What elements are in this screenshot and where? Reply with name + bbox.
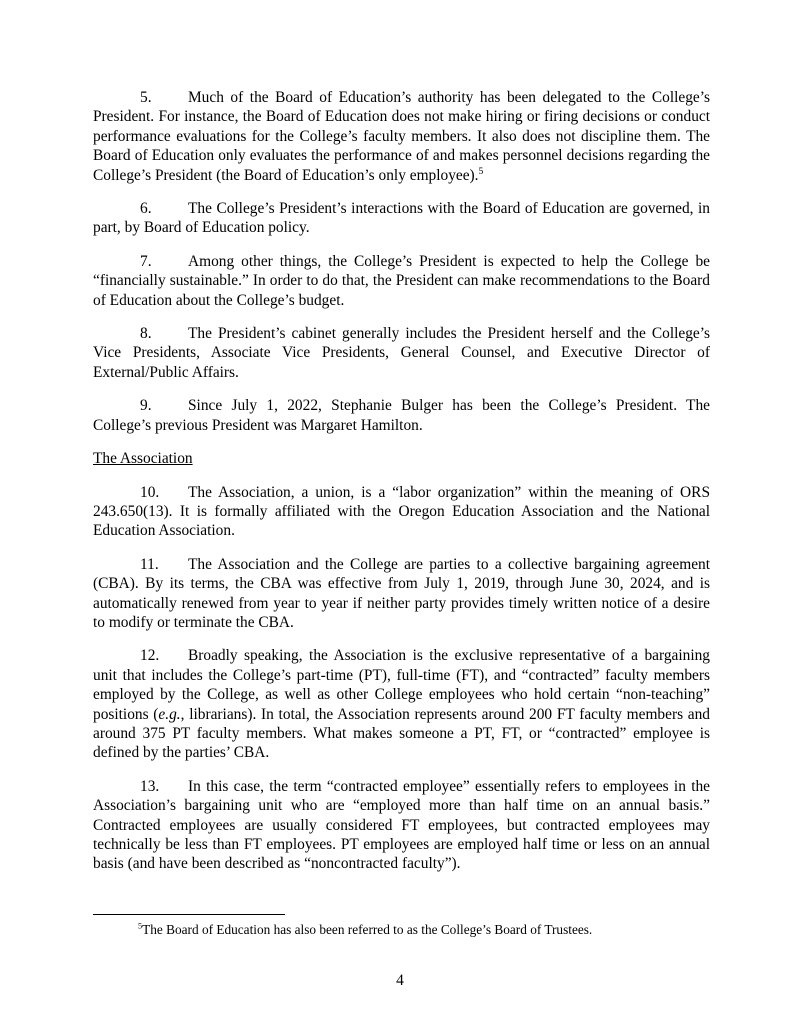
paragraph-7 <box>93 252 710 310</box>
paragraph-number: 7. <box>140 252 152 270</box>
paragraph-text-run: Since July 1, 2022, Stephanie Bulger has been the College’s President. The College’s previous President was Margaret Hamilton. <box>93 397 710 434</box>
paragraph-number: 10. <box>140 483 160 501</box>
paragraph-number: 6. <box>140 200 152 218</box>
paragraph-text-run: The President’s cabinet generally includes the President herself and the College’s Vice Presidents, Associate Vice Presidents, General Counsel, and Executive Director of External/Public Affairs. <box>93 325 710 381</box>
footnote-marker: 5 <box>138 921 143 931</box>
paragraph-number: 11. <box>140 555 159 573</box>
paragraph-text-run: The Association and the College are parties to a collective bargaining agreement (CBA). By its terms, the CBA was effective from July 1, 2019, through June 30, 2024, and is automatically renewed from year to year if neither party provides timely written notice of a desire to modify or terminate the CBA. <box>93 555 710 631</box>
page-number: 4 <box>396 972 404 989</box>
paragraph-text-run: e.g. <box>158 705 181 723</box>
paragraph-8 <box>93 324 710 382</box>
section-heading: The Association <box>93 450 193 468</box>
paragraph-6 <box>93 199 710 238</box>
paragraph-text-run: The College’s President’s interactions with the Board of Education are governed, in part, by Board of Education policy. <box>93 200 710 237</box>
paragraph-10 <box>93 483 710 541</box>
footnote-reference: 5 <box>478 165 484 177</box>
document-body <box>93 88 710 888</box>
paragraph-number: 12. <box>140 647 160 665</box>
paragraph-text-run: Among other things, the College’s President is expected to help the College be “financially sustainable.” In order to do that, the President can make recommendations to the Board of Education about the College’s budget. <box>93 252 710 309</box>
paragraph-12 <box>93 646 710 762</box>
paragraph-text-run: , librarians). In total, the Association represents around 200 FT faculty members and around 375 PT faculty members. What makes someone a PT, FT, or “contracted” employee is defined by the parties’ CBA. <box>93 705 710 762</box>
paragraph-9 <box>93 396 710 435</box>
paragraph-text-run: Broadly speaking, the Association is the exclusive representative of a bargaining unit that includes the College’s part-time (PT), full-time (FT), and “contracted” faculty members employed by the College, as well as other College employees who hold certain “non-teaching” positions ( <box>93 647 710 723</box>
paragraph-text-run: In this case, the term “contracted employee” essentially refers to employees in the Association’s bargaining unit who are “employed more than half time on an annual basis.” Contracted employees are usually considered FT employees, but contracted employees may technically be less than FT employees. PT employees are employed half time or less on an annual basis (and have been described as “noncontracted faculty”). <box>93 777 710 873</box>
paragraph-11 <box>93 555 710 633</box>
paragraph-text-run: Much of the Board of Education’s authority has been delegated to the College’s President. For instance, the Board of Education does not make hiring or firing decisions or conduct performance evaluations for the College’s faculty members. It also does not discipline them. The Board of Education only evaluates the performance of and makes personnel decisions regarding the College’s President (the Board of Education’s only employee). <box>93 89 710 184</box>
paragraph-5 <box>93 88 710 185</box>
paragraph-number: 8. <box>140 325 152 343</box>
footnote-area <box>93 914 710 938</box>
paragraph-text-run: The Association, a union, is a “labor organization” within the meaning of ORS 243.650(13). It is formally affiliated with the Oregon Education Association and the National Education Association. <box>93 483 710 540</box>
paragraph-number: 5. <box>140 89 152 106</box>
footnote-separator <box>93 914 285 915</box>
paragraph-number: 9. <box>140 397 152 415</box>
paragraph-number: 13. <box>140 777 160 795</box>
paragraph-13 <box>93 777 710 874</box>
footnote-text: The Board of Education has also been referred to as the College’s Board of Trustees. <box>142 922 593 937</box>
footnote <box>93 921 710 938</box>
